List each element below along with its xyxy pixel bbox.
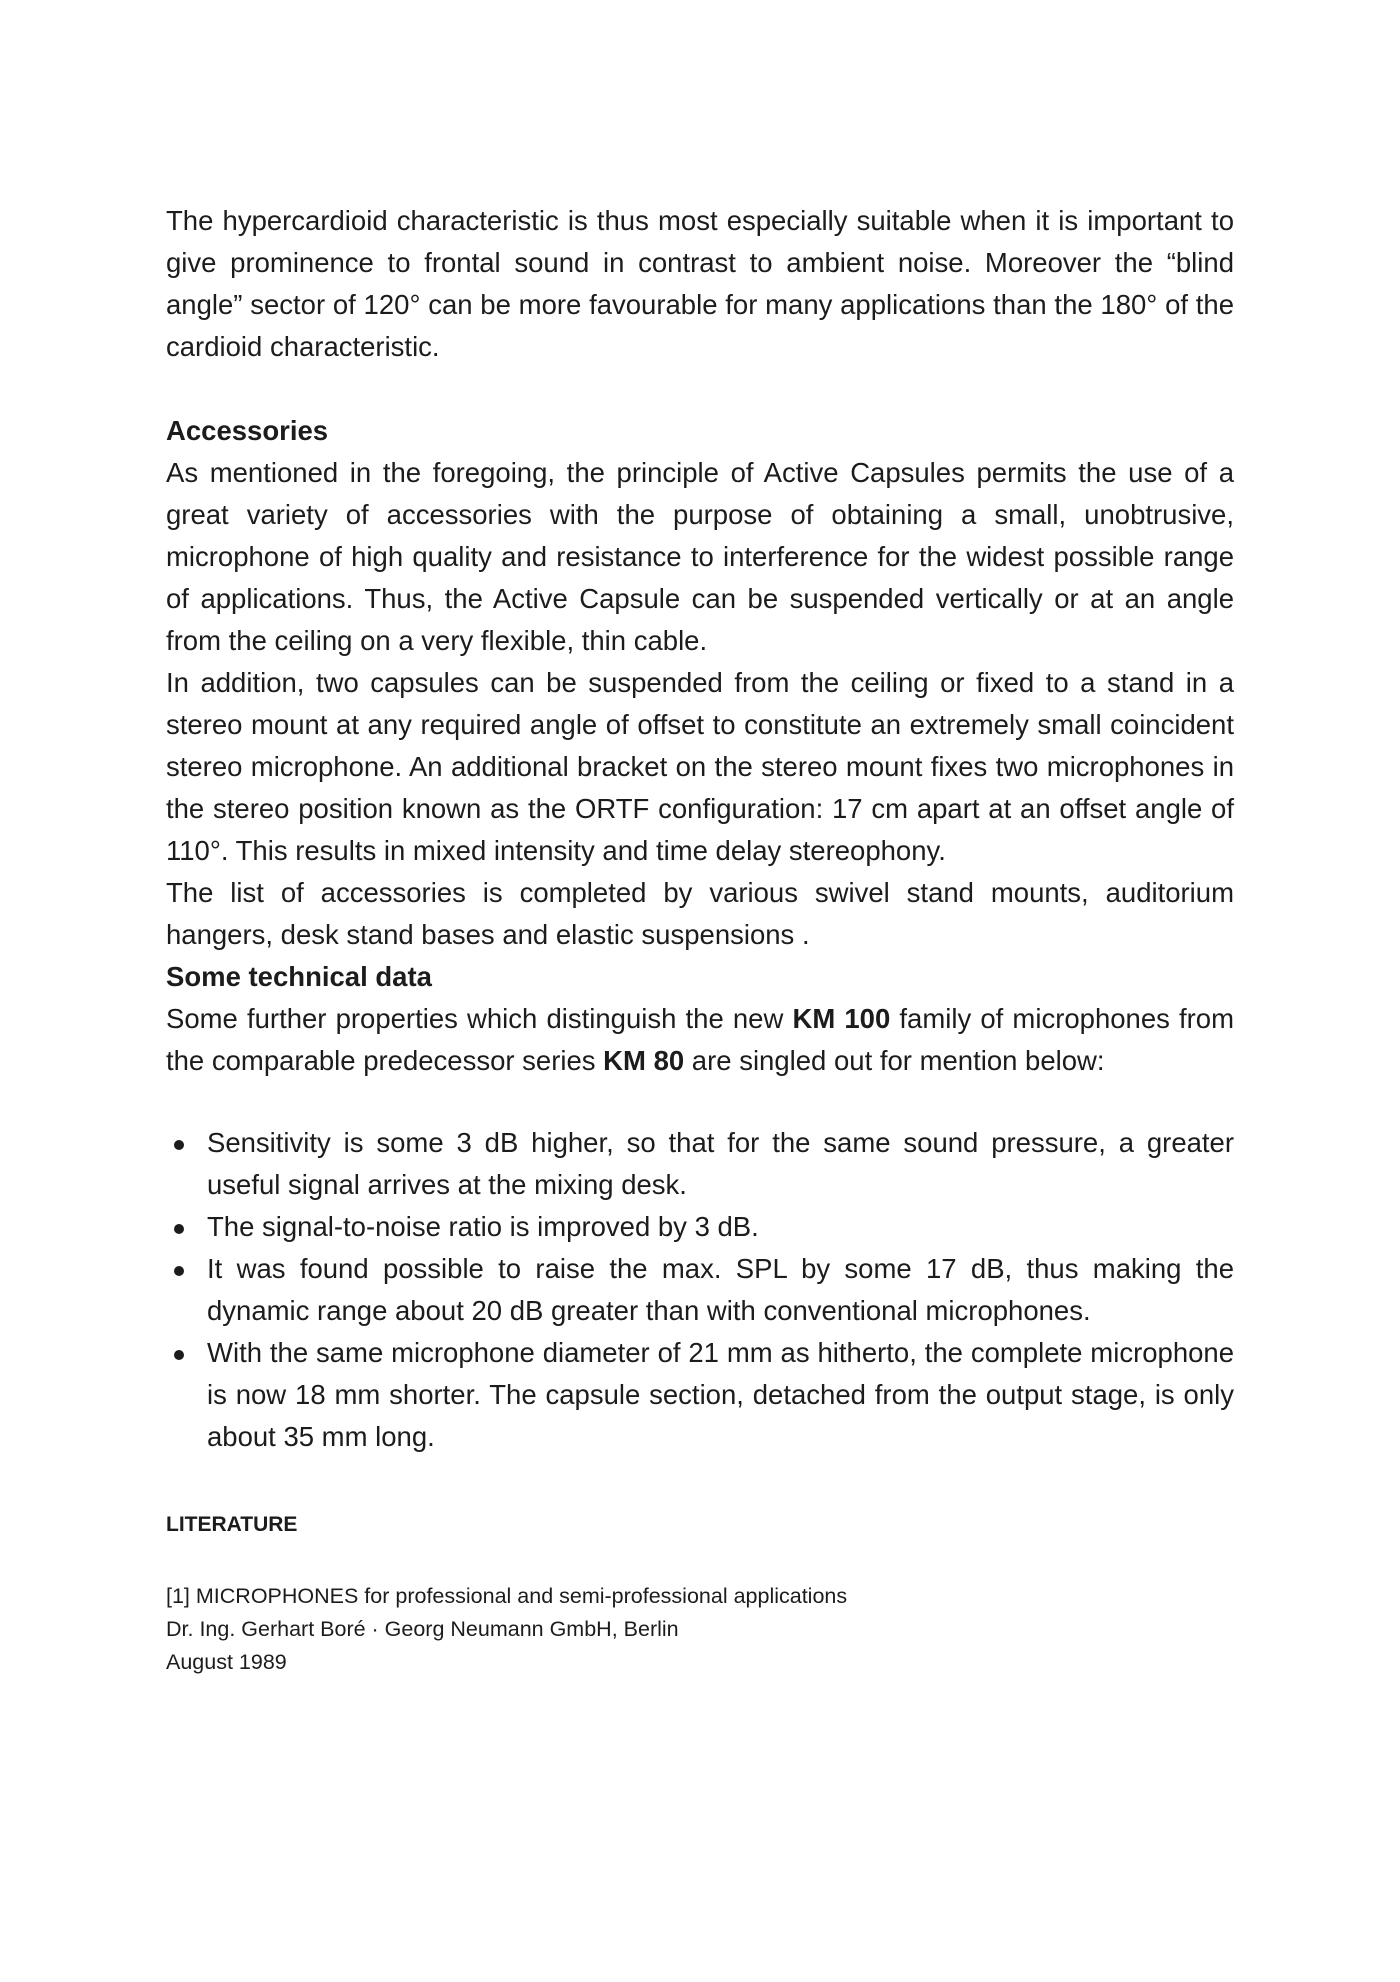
technical-data-intro [166,998,1234,1082]
accessories-paragraph-2: In addition, two capsules can be suspended from the ceiling or fixed to a stand in a stereo mount at any required angle of offset to constitute an extremely small coincident stereo microphone. An additional bracket on the stereo mount fixes two microphones in the stereo position known as the ORTF configuration: 17 cm apart at an offset angle of 110°. This results in mixed intensity and time delay stereophony. [166,667,1234,866]
list-item-text: The signal-to-noise ratio is improved by 3 dB. [207,1211,759,1242]
list-item [166,1248,1234,1332]
list-item-text: With the same microphone diameter of 21 mm as hitherto, the complete microphone is now 18 mm shorter. The capsule section, detached from the output stage, is only about 35 mm long. [207,1337,1234,1452]
bullet-icon [174,1140,184,1150]
list-item [166,1122,1234,1206]
model-km80: KM 80 [603,1045,685,1076]
list-item-text: It was found possible to raise the max. SPL by some 17 dB, thus making the dynamic range about 20 dB greater than with conventional microphones. [207,1253,1234,1326]
technical-data-heading: Some technical data [166,961,432,992]
list-item-text: Sensitivity is some 3 dB higher, so that for the same sound pressure, a greater useful signal arrives at the mixing desk. [207,1127,1234,1200]
literature-heading: LITERATURE [166,1513,298,1536]
technical-intro-text-1: Some further properties which distinguish the new [166,1003,793,1034]
accessories-paragraph-1: As mentioned in the foregoing, the principle of Active Capsules permits the use of a great variety of accessories with the purpose of obtaining a small, unobtrusive, microphone of high quality and resistance to interference for the widest possible range of applications. Thus, the Active Capsule can be suspended vertically or at an angle from the ceiling on a very flexible, thin cable. [166,457,1234,656]
list-item [166,1332,1234,1458]
document-page [166,200,1234,1679]
bullet-icon [174,1266,184,1276]
model-km100: KM 100 [792,1003,891,1034]
accessories-paragraph-3: The list of accessories is completed by various swivel stand mounts, auditorium hangers, desk stand bases and elastic suspensions . [166,877,1234,950]
technical-intro-text-2: family of microphones from the comparable predecessor series [166,1003,1235,1076]
intro-paragraph: The hypercardioid characteristic is thus most especially suitable when it is important to give prominence to frontal sound in contrast to ambient noise. Moreover the “blind angle” sector of 120° can be more favourable for many applications than the 180° of the cardioid characteristic. [166,205,1234,362]
literature-reference-title: [1] MICROPHONES for professional and semi-professional applications [166,1584,848,1608]
literature-reference-date: August 1989 [166,1650,287,1674]
literature-list [166,1580,1234,1679]
technical-intro-text-3: are singled out for mention below: [684,1045,1105,1076]
accessories-heading: Accessories [166,415,329,446]
literature-reference-author: Dr. Ing. Gerhart Boré · Georg Neumann GmbH, Berlin [166,1617,679,1641]
list-item [166,1206,1234,1248]
bullet-icon [174,1224,184,1234]
bullet-icon [174,1350,184,1360]
technical-data-list [166,1122,1234,1458]
